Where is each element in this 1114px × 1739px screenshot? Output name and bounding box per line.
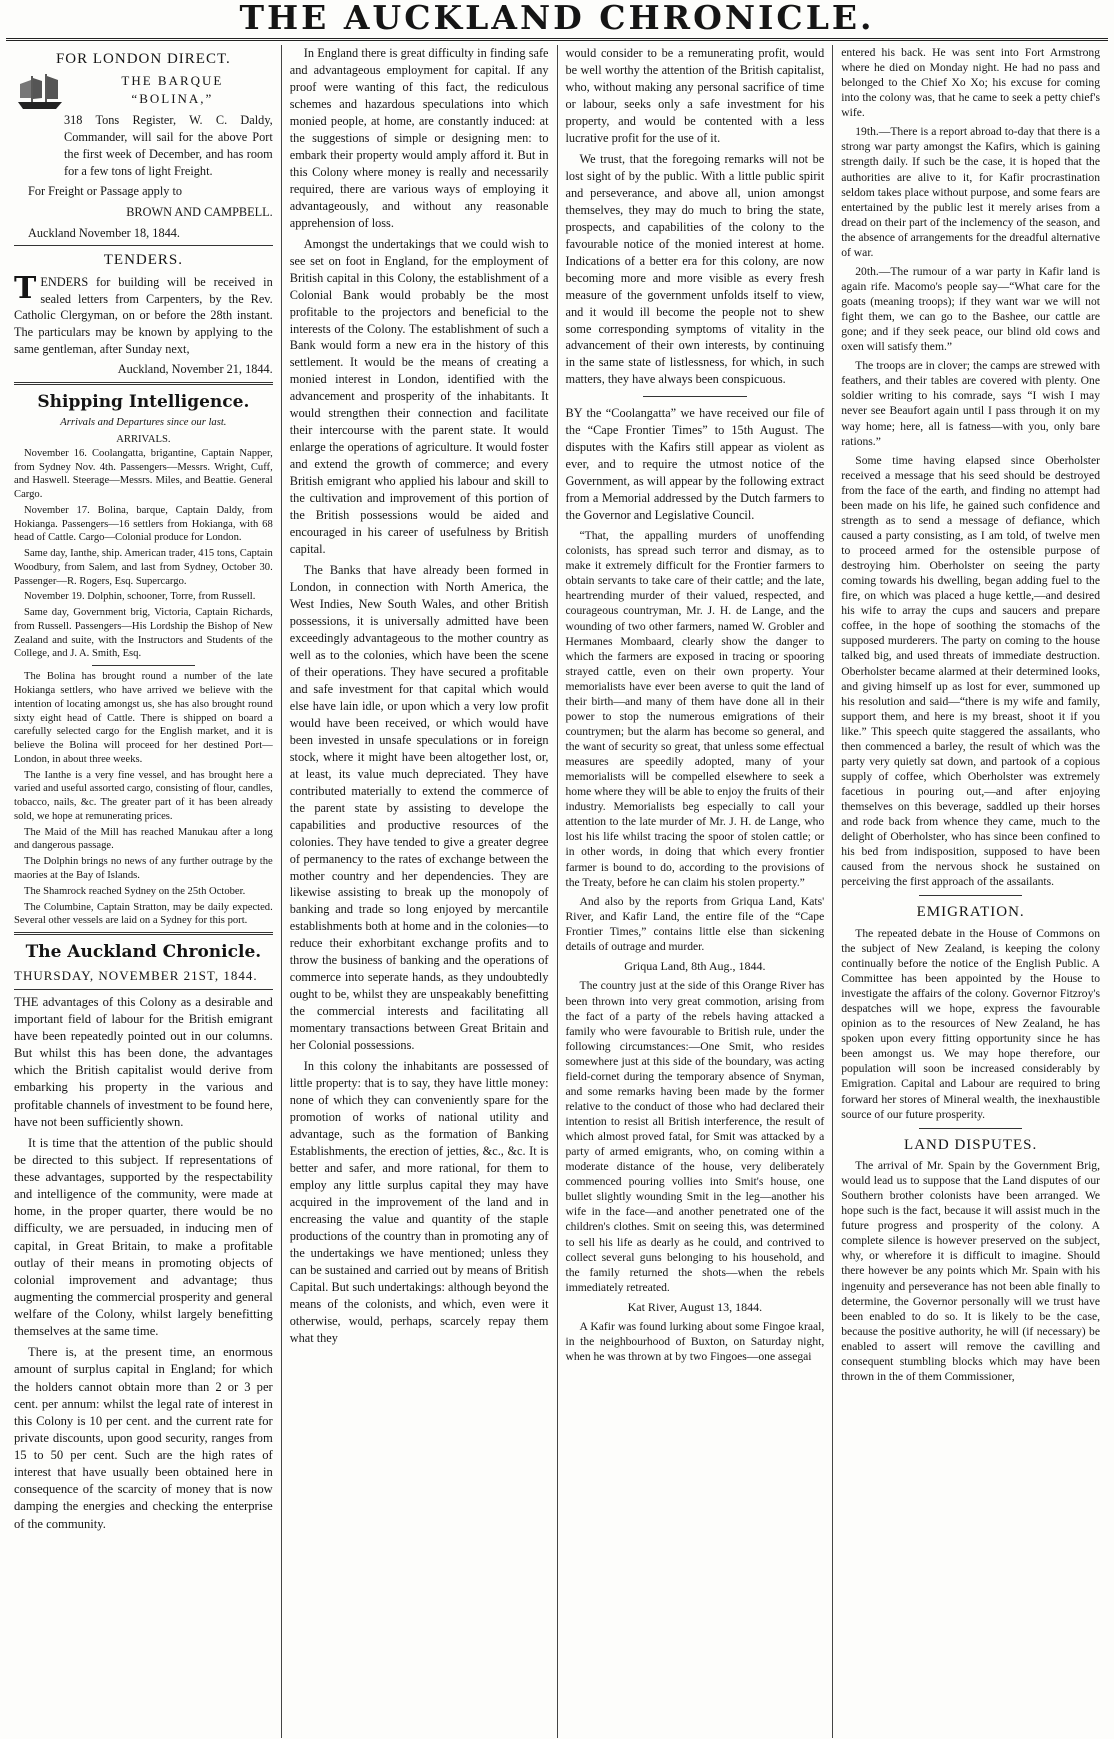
ad-title-block	[14, 72, 273, 112]
article-para: 19th.—There is a report abroad to-day that there is a strong war party amongst the Kafirs, which is gaining strength daily. If such be the case, it is hoped that the authorities are alive to it, for Kafir procrastination seldom takes place without purpose, and some fears are entertained by the public lest it merely arises from a dread on their part of the inclemency of the season, and the absence of arrangements for the dreadful alternative of war.	[841, 125, 1100, 259]
divider	[14, 932, 273, 935]
column-2	[282, 45, 558, 1738]
divider	[14, 989, 273, 990]
shipping-note: The Shamrock reached Sydney on the 25th October.	[24, 885, 246, 897]
divider	[14, 382, 273, 385]
editorial-para: THE advantages of this Colony as a desirable and important field of labour for the British emigrant have been repeatedly pointed out in our columns. But whilst this has been done, the advantages which the British capitalist would derive from embarking his property in the various and profitable channels of investment to be found here, have not been sufficiently shown.	[14, 994, 273, 1129]
cape-intro: BY the “Coolangatta” we have received our file of the “Cape Frontier Times” to 15th August. The disputes with the Kafirs still appear as violent as ever, and to require the utmost notice of the Government, as will appear by the following extract from a Memorial addressed by the Dutch farmers to the Governor and Legislative Council.	[565, 406, 825, 523]
memorial-text: “That, the appalling murders of unoffending colonists, has spread such terror and dismay, as to make it extremely difficult for the Frontier farmers to obtain servants to take care of their cattle; and the late, heartrending murder of their valued, respected, and courageous countryman, Mr. J. H. de Lange, and the wounding of two other farmers, named W. Grobler and Hermanes Mombaard, clearly show the danger to which the farmers are exposed in tracing or spooring strayed cattle, even on their own property. Your memorialists have ever been averse to quit the land of their birth—and many of them have done all in their power to stop the numerous emigrations of their countrymen; but the alarm has become so general, and the want of security so great, that unless some effectual measures are speedily adopted, many of your memorialists will be compelled elsewhere to seek a home where they will be able to enjoy the fruits of their industry. Memorialists beg especially to call your attention to the late murder of Mr. J. H. de Lange, who lost his life whilst tracing the spoor of stolen cattle; or in other words, in doing that which every frontier farmer is bound to do, according to the provisions of the Treaty, before he can claim his stolen property.”	[565, 529, 825, 889]
column-4	[833, 45, 1108, 1738]
emigration-text: The repeated debate in the House of Commons on the subject of New Zealand, is keeping the colony continually before the notice of the English Public. A Committee has been appointed by the House to investigate the affairs of the colony. Governor Fitzroy's despatches will we hope, express the favourable opinion as to the resources of New Zealand, he has spoken upon every fitting opportunity since he has been amongst us. We may hope therefore, our population will soon be increased considerably by Emigration. Capital and Labour are required to bring forward her stores of Mineral wealth, the inexhaustible source of our future prosperity.	[841, 926, 1100, 1121]
tenders-body	[14, 270, 273, 358]
shipping-note: The Bolina has brought round a number of the late Hokianga settlers, who have arrived we believe with the intention of locating amongst us, she has also brought round sixty eight head of Cattle. There is shipped on board a carefully selected cargo for the English market, and it is believe the Bolina will proceed for her destined Port—London, in about three weeks.	[14, 671, 273, 765]
ad-heading: FOR LONDON DIRECT.	[55, 51, 231, 67]
ad-line1: THE BARQUE	[121, 73, 224, 89]
land-disputes-heading: LAND DISPUTES.	[904, 1136, 1038, 1153]
arrivals-list	[14, 447, 273, 928]
shipping-heading: Shipping Intelligence.	[37, 392, 250, 413]
dateline: Kat River, August 13, 1844.	[627, 1299, 763, 1314]
also-text: And also by the reports from Griqua Land, Kats' River, and Kafir Land, the entire file of the “Cape Frontier Times,” contains little else than sickening details of outrage and murder.	[565, 894, 825, 953]
column-3	[558, 45, 834, 1738]
editorial-title: The Auckland Chronicle.	[25, 942, 262, 963]
article-para: The troops are in clover; the camps are strewed with feathers, and their tables are covered with plenty. One soldier writing to his comrade, says “I wish I may never see Beaufort again until I pass through it on my way home; here, all is fatness—with you, only bare rations.”	[841, 359, 1100, 448]
griqua-text: The country just at the side of this Orange River has been thrown into very great commotion, arising from the fact of a party of the rebels having attacked a family who were favourable to British rule, under the following circumstances:—One Smit, who resides somewhere just at this side of the boundary, was acting field-cornet during the temporary absence of Snyman, and some remarks having been made by the former relative to the conduct of those who had declared their intention to resist all British interference, the result of which almost proved fatal, for Smit was attacked by a party of armed emigrants, who, on coming within a moderate distance of the house, very deliberately commenced pouring vollies into Smit's house, one bullet slightly wounding Smit in the leg—another his wife in the face—and another penetrated one of the children's clothes. Smit on seeing this, was determined to sell his life as dearly as he could, and contrived to collect several guns belonging to his household, and the family returned the shots—when the rebels immediately retreated.	[565, 979, 825, 1294]
ad-agents: BROWN AND CAMPBELL.	[126, 204, 273, 219]
shipping-note: The Dolphin brings no news of any further outrage by the maories at the Bay of Islands.	[14, 856, 273, 881]
tenders-text: ENDERS for building will be received in sealed letters from Carpenters, by the Rev. Catholic Clergyman, on or before the 28th instant. The particulars may be known by applying to the same gentleman, after Sunday next,	[14, 274, 273, 356]
frontier-news	[841, 45, 1100, 889]
divider	[643, 396, 747, 397]
arrival-entry: November 16. Coolangatta, brigantine, Captain Napper, from Sydney Nov. 4th. Passengers—Messrs. Wright, Cuff, and Haswell. Steerage—Messrs. Miles, and Beattie. General Cargo.	[14, 447, 273, 501]
shipping-note: The Ianthe is a very fine vessel, and has brought here a varied and useful assorted cargo, consisting of flour, candles, tobacco, nails, &c. The greater part of it has been already sold, we hope at remunerating prices.	[14, 769, 273, 822]
article-para: We trust, that the foregoing remarks will not be lost sight of by the public. With a little public spirit and perseverance, and above all, union amongst themselves, they may do much to bring the state, prospects, and capabilities of the colony to the favourable notice of the monied interest at home. Indications of a better era for this colony, are now becoming more and more visible as every fresh measure of the government unfolds itself to view, and it would ill become the people not to shew some corresponding symptoms of vitality in the advancement of their own interests, by continuing in the same state of listlessness, for which, in such matters, they have always been conspicuous.	[565, 151, 825, 387]
article-para: The Banks that have already been formed in London, in connection with North America, the West Indies, New South Wales, and other British possessions, it is universally admitted have been exceedingly advantageous to the mother country as well as to the colonies, which have been the scene of their operations. They have secured a profitable and safe investment for that capital which would else have lain idle, or upon which a very low profit would have been received, or which would have been invested in unsafe speculations or in foreign stock, where it might have been altogether lost, or, at least, its value much depreciated. They have contributed materially to extend the commerce of the parent state by assisting to develope the capabilities and productive resources of the colonies. They have tended to give a greater degree of permanency to the rates of exchange between the mother country and her dependencies. They are likewise assisting to break up the monopoly of banking and trade so long enjoyed by mercantile establishments both at home and in the colonies—to reduce their exhorbitant exchange profits and to throw the business of banking and the operations of commerce into seperate hands, as they undoubtedly ought to be, whilst they are unspeakably benefitting the commercial interests and facilitating all momentary transactions between Great Britain and her Colonial possessions.	[289, 563, 549, 1053]
shipping-note: The Columbine, Captain Stratton, may be daily expected. Several other vessels are laid on a Sydney for this port.	[14, 901, 273, 927]
ad-ship-name: “BOLINA,”	[131, 91, 214, 107]
article-para: entered his back. He was sent into Fort Armstrong where he died on Monday night. He had no pass and belonged to the Chief Xo Xo; his excuse for coming into the colony was, that he came to seek a petty chief's wife.	[841, 46, 1100, 120]
masthead: THE AUCKLAND CHRONICLE.	[6, 0, 1108, 41]
land-disputes-text: The arrival of Mr. Spain by the Government Brig, would lead us to suppose that the Land disputes of our Southern brother colonists have been arranged. We hope such is the fact, because it will assist much in the future progress and prosperity of the colony. A complete silence is however preserved on the subject, why, or wherefore it is difficult to imagine. Should there however be any points which Mr. Spain with his ingenuity and perseverance has not been able finally to determine, the Governor personally will we trust have been enabled to do so. It is likely to be the case, because the positive authority, he will (if necessary) be enabled to assert will remove the cavilling and consequent stumbling blocks which may have been thrown in the of them Commissioner,	[841, 1159, 1100, 1383]
ad-date: Auckland November 18, 1844.	[28, 225, 180, 240]
divider	[919, 895, 1023, 896]
article-para: Amongst the undertakings that we could wish to see set on foot in England, for the employment of British capital in this Colony, the establishment of a Colonial Bank would probably be the most profitable to the projectors and beneficial to the interests of the Colony. The establishment of such a Bank would form a new era in the history of this settlement. It would be the means of creating a monied interest in London, identified with the advancement and prosperity of the inhabitants. It would strengthen their connection and facilitate their intercourse with the parent state. It would enlarge the operations of agriculture. It would foster and extend the growth of commerce; and every British emigrant who applied his labour and skill to the cultivation and improvement of this portion of the British possessions would be aided and encouraged in his career of usefulness by British capital.	[289, 236, 549, 557]
editorial-date: THURSDAY, NOVEMBER 21ST, 1844.	[14, 968, 258, 984]
article-para: 20th.—The rumour of a war party in Kafir land is again rife. Macomo's people say—“What care for the goats (meaning troops); if they want war we will not fight them, we can go to the Bashee, our cattle are gone; and if they seek peace, our blind old cows and oxen will satisfy them.”	[841, 264, 1100, 354]
shipping-sub: Arrivals and Departures since our last.	[60, 417, 227, 429]
editorial-para: It is time that the attention of the public should be directed to this subject. If representations of these advantages, supported by the respectability and intelligence of the community, were made at home, in the proper quarter, there would be no difficulty, we are persuaded, in inducing men of capital, in Great Britain, to make a profitable outlay of their means in promoting objects of colonial improvement and advantage; thus augmenting the commercial prosperity and general welfare of the Colony, whilst largely benefitting themselves at the same time.	[14, 1135, 273, 1339]
article-para: Some time having elapsed since Oberholster received a message that his seed should be destroyed from the face of the earth, and finding no attempt had been made on his life, he gained such confidence and strength as to send a message of defiance, which caused a party consisting, as I am told, of twelve men to proceed armed for the ostensible purpose of destroying him. Oberholster on seeing the party coming towards his dwelling, began adding fuel to the fire, on which was placed a huge kettle,—and desired his wife to array the cups and saucers and prepare coffee, in the hope of soothing the stomachs of the supposed murderers. The party on coming to the house talked big, and used threats of immediate destruction. Oberholster became alarmed at their determined looks, and giving himself up as lost for ever, summoned up his resolution and said—“there is my wife and family, support them, and here is my breast, shoot it if you like.” This speech quite staggered the assailants, who then commenced a barley, the result of which was the party very quietly sat down, and partook of a copious supply of coffee, which Oberholster was extremely facetious in pouring out,—and after enjoying themselves on this beverage, saddled up their horses and rode back from whence they came, much to the delight of Oberholster, who has since been confined to his bed from indisposition, supposed to have been caused from the nervous shock he sustained on perceiving the first approach of the assailants.	[841, 453, 1100, 889]
arrival-entry: November 19. Dolphin, schooner, Torre, from Russell.	[24, 591, 256, 603]
divider	[92, 665, 196, 666]
arrival-entry: Same day, Ianthe, ship. American trader, 415 tons, Captain Woodbury, from Salem, and last from Sydney, October 30. Passenger—R. Rogers, Esq. Supercargo.	[14, 548, 273, 587]
emigration-heading: EMIGRATION.	[916, 904, 1025, 921]
tenders-date: Auckland, November 21, 1844.	[117, 362, 273, 377]
article-para: In England there is great difficulty in finding safe and advantageous employment for capital. If any proof were wanting of this fact, the rediculous schemes and hazardous speculations into which monied people, at home, are constantly induced: at the suggestions of simple or designing men: to embark their property would amply afford it. But in this Colony where money is really and necessarily required, there are various ways of employing it advantageously, and without any reasonable apprehension of loss.	[289, 46, 549, 230]
article-para: In this colony the inhabitants are possessed of little property: that is to say, they have little money: none of which they can conveniently spare for the promotion of works of national utility and advantage, such as the formation of Banking Establishments, the erection of jetties, &c., &c. It is better and safer, and more rational, for them to employ any little surplus capital they may have acquired in the improvement of the land and in encreasing the value and quantity of the staple productions of the country than in promoting any of the undertakings we have mentioned; unless they can be sustained and carried out by means of British Capital. But such undertakings: although beyond the means of the colonists, and which, even were it otherwise, would, perhaps, scarcely repay them what they	[289, 1059, 549, 1345]
dateline: Griqua Land, 8th Aug., 1844.	[624, 958, 766, 973]
columns	[6, 45, 1108, 1738]
divider	[919, 1128, 1023, 1129]
shipping-note: The Maid of the Mill has reached Manukau after a long and dangerous passage.	[14, 826, 273, 852]
divider	[14, 245, 273, 246]
column-1	[6, 45, 282, 1738]
ad-body: 318 Tons Register, W. C. Daldy, Commander, will sail for the above Port the first week of December, and has room for a few tons of light Freight.	[64, 113, 273, 178]
ship-icon	[14, 72, 66, 112]
arrivals-heading: ARRIVALS.	[116, 434, 171, 445]
kat-text: A Kafir was found lurking about some Fingoe kraal, in the neighbourhood of Buxton, on Saturday night, when he was thrown at by two Fingoes—one assegai	[565, 1320, 825, 1364]
drop-cap: T	[14, 270, 37, 306]
editorial-para: There is, at the present time, an enormous amount of surplus capital in England; for which the holders cannot obtain more than 2 or 3 per cent. per annum: whilst the legal rate of interest in this Colony is 10 per cent. and the current rate for private discounts, upon good security, ranges from 15 to 50 per cent. Such are the high rates of interest that have usually been obtained here in consequence of the scarcity of money that is now damping the energies and checking the enterprise of the community.	[14, 1345, 273, 1531]
tenders-heading: TENDERS.	[103, 252, 183, 269]
arrival-entry: Same day, Government brig, Victoria, Captain Richards, from Russell. Passengers—His Lordship the Bishop of New Zealand and suite, with the Instructors and Students of the College, and J. A. Smith, Esq.	[14, 607, 273, 660]
ad-contact: For Freight or Passage apply to	[28, 184, 183, 199]
arrival-entry: November 17. Bolina, barque, Captain Daldy, from Hokianga. Passengers—16 settlers from Hokianga, with 68 head of Cattle. Cargo—Colonial produce for London.	[14, 504, 273, 544]
article-para: would consider to be a remunerating profit, would be well worthy the attention of the British capitalist, who, without making any personal sacrifice of time or labour, seeks only a safe investment for his property, and would be contented with a less lucrative profit for the use of it.	[565, 46, 825, 145]
